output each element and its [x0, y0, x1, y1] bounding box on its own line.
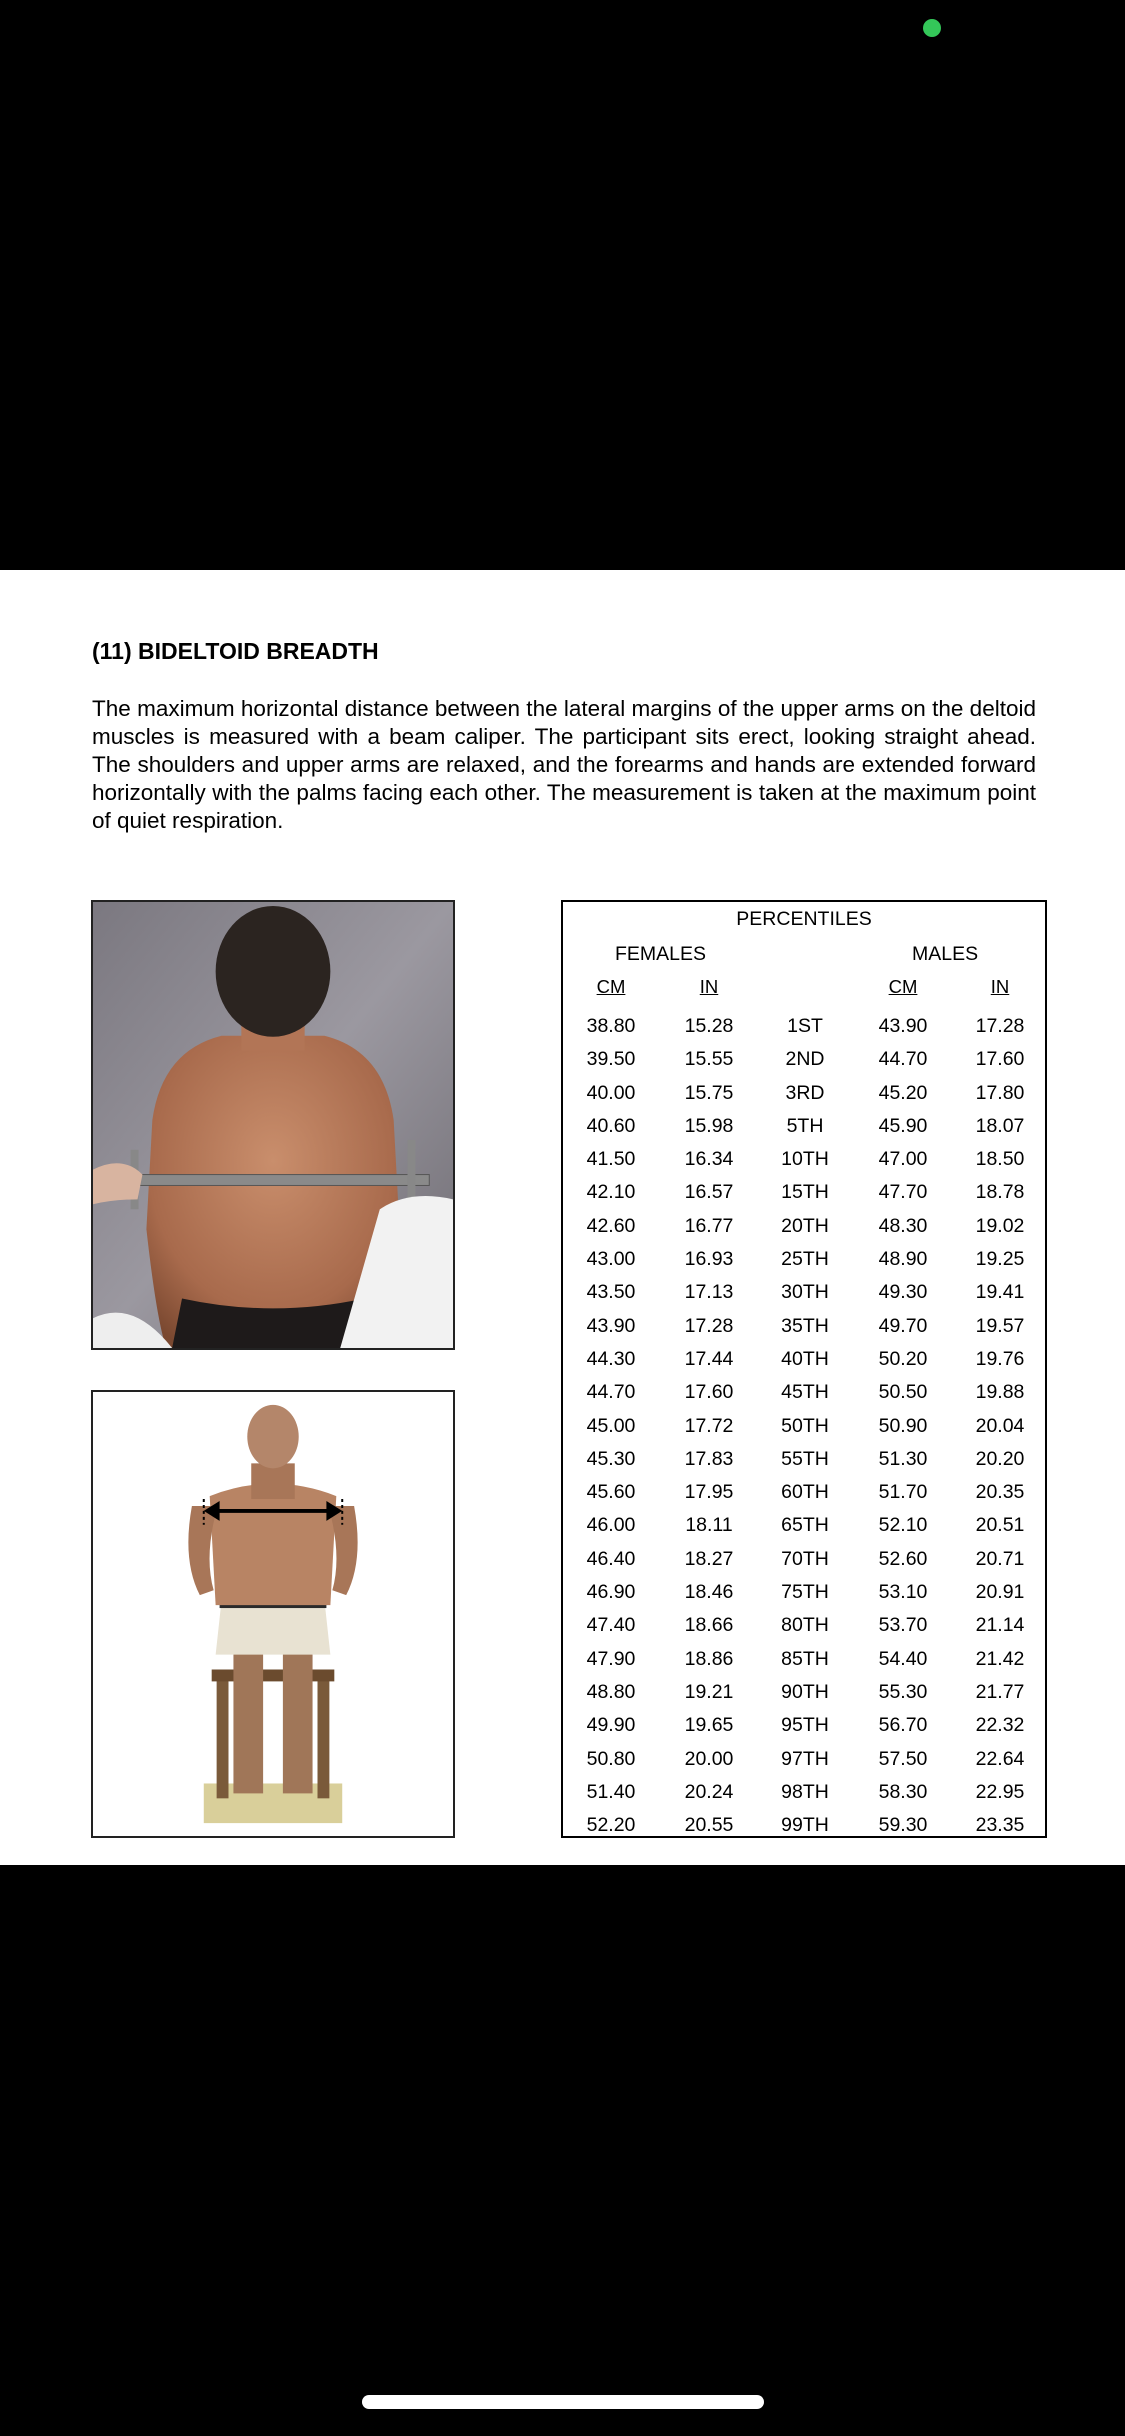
percentile-cell: 98TH — [781, 1780, 829, 1803]
female-cm-cell: 43.50 — [586, 1281, 636, 1304]
female-in-cell: 18.11 — [685, 1514, 733, 1537]
male-cm-cell: 54.40 — [878, 1647, 928, 1670]
measurement-photo-graphic — [93, 902, 453, 1348]
female-cm-cell: 51.40 — [586, 1780, 636, 1803]
table-row — [563, 1243, 1045, 1276]
percentile-cell: 2ND — [785, 1048, 825, 1071]
female-in-cell: 17.95 — [684, 1481, 734, 1504]
female-in-cell: 17.60 — [684, 1381, 734, 1404]
male-in-cell: 20.35 — [975, 1481, 1025, 1504]
female-cm-cell: 40.00 — [586, 1081, 636, 1104]
percentile-cell: 25TH — [781, 1248, 829, 1271]
female-in-cell: 15.55 — [684, 1048, 734, 1071]
document-page — [0, 570, 1125, 1865]
female-in-cell: 17.44 — [684, 1347, 734, 1370]
male-in-cell: 20.91 — [975, 1581, 1025, 1604]
female-cm-cell: 45.00 — [586, 1414, 636, 1437]
male-cm-cell: 51.30 — [878, 1447, 928, 1470]
section-description: The maximum horizontal distance between the lateral margins of the upper arms on the deltoid muscles is measured with a beam caliper. The participant sits erect, looking straight ahead. The shoulders and upper arms are relaxed, and the forearms and hands are extended forward horizontally with the palms facing each other. The measurement is taken at the maximum point of quiet respiration. — [92, 696, 1036, 833]
female-cm-cell: 47.90 — [586, 1647, 636, 1670]
female-cm-cell: 38.80 — [586, 1015, 636, 1037]
percentile-cell: 30TH — [781, 1281, 829, 1304]
female-cm-header: CM — [596, 976, 626, 997]
female-in-cell: 19.65 — [684, 1714, 734, 1737]
female-in-cell: 17.83 — [684, 1447, 734, 1470]
female-cm-cell: 40.60 — [586, 1114, 636, 1137]
table-row — [563, 1143, 1045, 1176]
female-cm-cell: 46.00 — [586, 1514, 636, 1537]
table-row — [563, 1543, 1045, 1576]
male-cm-cell: 58.30 — [878, 1780, 928, 1803]
female-cm-cell: 43.00 — [586, 1248, 636, 1271]
percentiles-table — [561, 900, 1047, 1838]
percentiles-header: PERCENTILES — [736, 908, 872, 930]
female-cm-cell: 39.50 — [586, 1048, 636, 1071]
table-row — [563, 1509, 1045, 1542]
home-indicator[interactable] — [362, 2395, 764, 2409]
male-cm-cell: 47.70 — [878, 1181, 928, 1204]
table-rows — [563, 1010, 1045, 1842]
male-cm-cell: 52.10 — [878, 1514, 928, 1537]
female-in-cell: 16.93 — [684, 1248, 734, 1271]
male-cm-cell: 50.20 — [878, 1347, 928, 1370]
table-row — [563, 1376, 1045, 1409]
female-in-cell: 20.00 — [684, 1747, 734, 1770]
percentile-cell: 45TH — [781, 1381, 829, 1404]
male-in-cell: 18.07 — [975, 1114, 1025, 1137]
male-cm-cell: 45.90 — [878, 1114, 928, 1137]
male-cm-cell: 45.20 — [878, 1081, 928, 1104]
male-in-cell: 17.80 — [975, 1081, 1025, 1104]
table-row — [563, 1743, 1045, 1776]
percentile-cell: 35TH — [781, 1314, 829, 1337]
male-in-cell: 20.04 — [975, 1414, 1025, 1437]
table-row — [563, 1310, 1045, 1343]
table-row — [563, 1343, 1045, 1376]
table-row — [563, 1676, 1045, 1709]
male-in-cell: 22.32 — [975, 1714, 1025, 1737]
female-cm-cell: 49.90 — [586, 1714, 636, 1737]
female-in-cell: 17.72 — [684, 1414, 734, 1437]
female-in-cell: 16.77 — [684, 1214, 734, 1237]
table-row — [563, 1643, 1045, 1676]
male-cm-cell: 50.50 — [878, 1381, 928, 1404]
male-in-cell: 19.57 — [975, 1314, 1025, 1337]
female-cm-cell: 42.60 — [586, 1214, 636, 1237]
female-in-cell: 17.13 — [684, 1281, 734, 1304]
percentile-cell: 99TH — [781, 1814, 829, 1837]
male-in-cell: 19.41 — [975, 1281, 1025, 1304]
table-row — [563, 1776, 1045, 1809]
male-in-cell: 20.71 — [975, 1547, 1025, 1570]
table-row — [563, 1809, 1045, 1842]
male-cm-cell: 48.30 — [878, 1214, 928, 1237]
percentile-cell: 50TH — [781, 1414, 829, 1437]
male-cm-cell: 50.90 — [878, 1414, 928, 1437]
male-in-cell: 20.51 — [975, 1514, 1025, 1537]
female-in-cell: 16.34 — [684, 1148, 734, 1171]
measurement-illustration — [91, 1390, 455, 1838]
male-in-cell: 17.28 — [975, 1015, 1025, 1037]
male-cm-header: CM — [888, 976, 918, 997]
percentile-cell: 75TH — [781, 1581, 829, 1604]
male-cm-cell: 59.30 — [878, 1814, 928, 1837]
male-in-cell: 21.77 — [975, 1680, 1025, 1703]
female-in-cell: 15.28 — [684, 1015, 734, 1037]
male-in-cell: 23.35 — [975, 1814, 1025, 1837]
percentile-cell: 80TH — [781, 1614, 829, 1637]
male-in-cell: 17.60 — [975, 1048, 1025, 1071]
percentile-cell: 3RD — [785, 1081, 825, 1104]
male-cm-cell: 51.70 — [878, 1481, 928, 1504]
male-in-cell: 21.14 — [975, 1614, 1025, 1637]
percentile-cell: 70TH — [781, 1547, 829, 1570]
male-cm-cell: 44.70 — [878, 1048, 928, 1071]
male-in-cell: 18.50 — [975, 1148, 1025, 1171]
percentile-cell: 85TH — [781, 1647, 829, 1670]
percentile-cell: 97TH — [781, 1747, 829, 1770]
male-cm-cell: 52.60 — [878, 1547, 928, 1570]
male-cm-cell: 47.00 — [878, 1148, 928, 1171]
table-row — [563, 1410, 1045, 1443]
male-in-cell: 19.76 — [975, 1347, 1025, 1370]
female-cm-cell: 41.50 — [586, 1148, 636, 1171]
table-row — [563, 1010, 1045, 1043]
female-in-cell: 15.75 — [684, 1081, 734, 1104]
male-cm-cell: 49.70 — [878, 1314, 928, 1337]
measurement-illustration-graphic — [93, 1392, 453, 1836]
female-cm-cell: 44.30 — [586, 1347, 636, 1370]
male-cm-cell: 55.30 — [878, 1680, 928, 1703]
male-in-cell: 20.20 — [975, 1447, 1025, 1470]
female-cm-cell: 46.40 — [586, 1547, 636, 1570]
percentile-cell: 40TH — [781, 1347, 829, 1370]
female-in-cell: 16.57 — [684, 1181, 734, 1204]
male-in-header: IN — [990, 976, 1010, 997]
female-cm-cell: 50.80 — [586, 1747, 636, 1770]
male-cm-cell: 43.90 — [878, 1015, 928, 1037]
female-cm-cell: 48.80 — [586, 1680, 636, 1703]
female-cm-cell: 45.60 — [586, 1481, 636, 1504]
male-cm-cell: 48.90 — [878, 1248, 928, 1271]
males-header: MALES — [912, 943, 979, 965]
female-cm-cell: 47.40 — [586, 1614, 636, 1637]
table-row — [563, 1609, 1045, 1642]
female-cm-cell: 43.90 — [586, 1314, 636, 1337]
table-row — [563, 1443, 1045, 1476]
female-in-cell: 20.55 — [684, 1814, 734, 1837]
measurement-photo — [91, 900, 455, 1350]
female-in-cell: 15.98 — [684, 1114, 734, 1137]
table-row — [563, 1176, 1045, 1209]
male-in-cell: 19.88 — [975, 1381, 1025, 1404]
female-cm-cell: 44.70 — [586, 1381, 636, 1404]
percentile-cell: 5TH — [786, 1114, 824, 1137]
male-cm-cell: 56.70 — [878, 1714, 928, 1737]
status-dot-icon — [923, 19, 941, 37]
percentile-cell: 20TH — [781, 1214, 829, 1237]
female-cm-cell: 45.30 — [586, 1447, 636, 1470]
male-cm-cell: 53.10 — [878, 1581, 928, 1604]
female-in-cell: 19.21 — [684, 1680, 734, 1703]
female-in-cell: 18.27 — [684, 1547, 734, 1570]
table-row — [563, 1110, 1045, 1143]
male-cm-cell: 53.70 — [878, 1614, 928, 1637]
male-in-cell: 18.78 — [975, 1181, 1025, 1204]
female-cm-cell: 52.20 — [586, 1814, 636, 1837]
male-in-cell: 22.95 — [975, 1780, 1025, 1803]
table-row — [563, 1077, 1045, 1110]
percentile-cell: 60TH — [781, 1481, 829, 1504]
table-row — [563, 1576, 1045, 1609]
female-in-header: IN — [699, 976, 719, 997]
percentile-cell: 55TH — [781, 1447, 829, 1470]
table-row — [563, 1043, 1045, 1076]
male-in-cell: 19.25 — [975, 1248, 1025, 1271]
male-in-cell: 21.42 — [975, 1647, 1025, 1670]
table-row — [563, 1210, 1045, 1243]
female-in-cell: 18.46 — [684, 1581, 734, 1604]
female-in-cell: 18.66 — [684, 1614, 734, 1637]
percentile-cell: 15TH — [781, 1181, 829, 1204]
male-in-cell: 22.64 — [975, 1747, 1025, 1770]
percentile-cell: 95TH — [781, 1714, 829, 1737]
male-cm-cell: 57.50 — [878, 1747, 928, 1770]
percentile-cell: 90TH — [781, 1680, 829, 1703]
table-row — [563, 1476, 1045, 1509]
female-in-cell: 17.28 — [684, 1314, 734, 1337]
female-cm-cell: 42.10 — [586, 1181, 636, 1204]
male-in-cell: 19.02 — [975, 1214, 1025, 1237]
percentile-cell: 1ST — [787, 1015, 823, 1037]
percentile-cell: 65TH — [781, 1514, 829, 1537]
section-title: (11) BIDELTOID BREADTH — [92, 638, 379, 664]
female-in-cell: 18.86 — [684, 1647, 734, 1670]
male-cm-cell: 49.30 — [878, 1281, 928, 1304]
table-row — [563, 1709, 1045, 1742]
females-header: FEMALES — [615, 943, 707, 965]
female-in-cell: 20.24 — [684, 1780, 734, 1803]
female-cm-cell: 46.90 — [586, 1581, 636, 1604]
table-row — [563, 1276, 1045, 1309]
percentile-cell: 10TH — [781, 1148, 829, 1171]
